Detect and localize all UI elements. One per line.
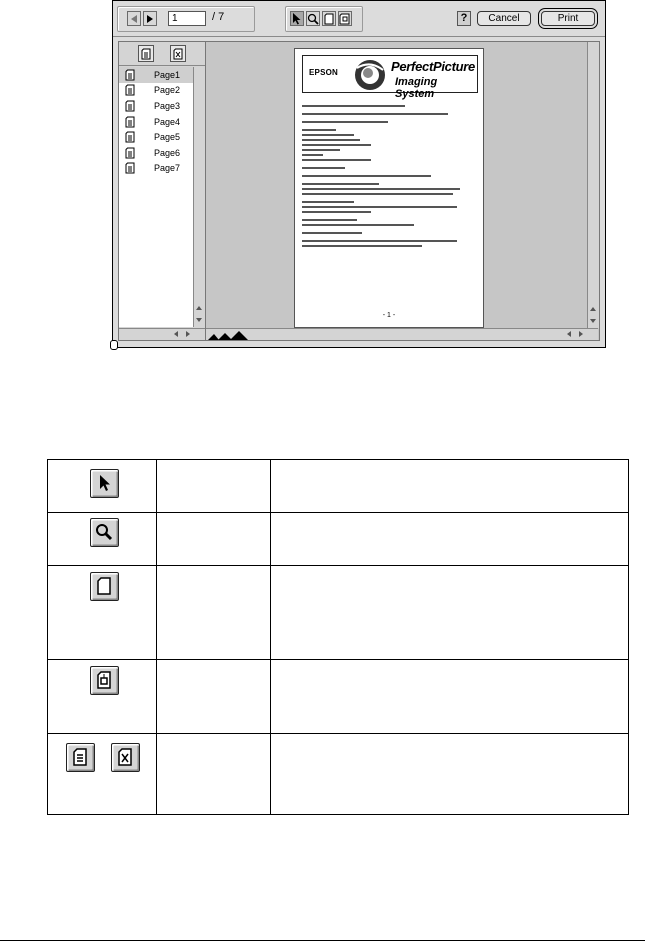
help-button[interactable]: ? <box>457 11 471 26</box>
arrow-pointer-icon <box>292 13 302 25</box>
add-page-illustration <box>66 743 95 772</box>
brand-label: EPSON <box>309 68 339 77</box>
text-line <box>302 188 460 190</box>
document-text-block <box>302 105 474 250</box>
page-icon <box>125 69 135 81</box>
text-line <box>302 105 405 107</box>
scroll-right-icon[interactable] <box>183 329 193 339</box>
text-line <box>302 232 362 234</box>
text-line <box>302 183 379 185</box>
page-icon <box>125 84 135 96</box>
scroll-up-icon[interactable] <box>588 304 598 314</box>
text-line <box>302 149 340 151</box>
page-icon <box>125 147 135 159</box>
table-row <box>48 734 629 815</box>
page-list-toolbar <box>119 42 205 66</box>
magnifier-icon <box>94 522 114 542</box>
page-list-vertical-scrollbar[interactable] <box>193 67 205 327</box>
text-line <box>302 144 371 146</box>
scroll-up-icon[interactable] <box>194 303 204 313</box>
window-resize-notch <box>110 340 118 350</box>
page-list-item[interactable] <box>119 98 193 114</box>
icon-name-cell <box>156 513 270 566</box>
remove-page-button[interactable] <box>170 45 186 62</box>
previous-page-button[interactable] <box>127 11 141 26</box>
icon-cell <box>48 566 157 660</box>
margin-tool-button[interactable] <box>322 11 336 26</box>
cancel-button[interactable]: Cancel <box>477 11 531 26</box>
icon-cell <box>48 513 157 566</box>
text-line <box>302 201 354 203</box>
text-line <box>302 224 414 226</box>
product-logo <box>302 55 478 100</box>
print-area-icon <box>339 13 351 25</box>
text-line <box>302 159 371 161</box>
page-total-label: / 7 <box>212 11 225 23</box>
globe-logo-icon <box>353 58 387 92</box>
logo-title: PerfectPicture <box>391 59 475 74</box>
blank-page-icon <box>324 13 334 25</box>
icon-name-cell <box>156 734 270 815</box>
icon-description-cell <box>270 460 628 513</box>
page-list-item[interactable] <box>119 114 193 130</box>
scroll-left-icon[interactable] <box>171 329 181 339</box>
print-area-icon <box>94 670 114 690</box>
icon-description-cell <box>270 660 628 734</box>
text-line <box>302 139 360 141</box>
page-list-label: Page2 <box>154 85 181 96</box>
zoom-tool-illustration <box>90 518 119 547</box>
icon-description-cell <box>270 566 628 660</box>
triangle-left-icon <box>130 15 138 23</box>
scroll-down-icon[interactable] <box>588 316 598 326</box>
table-row <box>48 460 629 513</box>
icon-description-cell <box>270 513 628 566</box>
page-list-item[interactable] <box>119 161 193 177</box>
page-icon <box>125 100 135 112</box>
blank-page-icon <box>94 576 114 596</box>
arrow-pointer-icon <box>94 473 114 493</box>
scroll-left-icon[interactable] <box>564 329 574 339</box>
text-line <box>302 240 457 242</box>
table-row <box>48 513 629 566</box>
page-list-label: Page5 <box>154 132 181 143</box>
page-list-panel <box>118 41 206 341</box>
preview-page <box>294 48 484 328</box>
icon-name-cell <box>156 660 270 734</box>
table-row <box>48 566 629 660</box>
add-page-icon <box>141 48 151 60</box>
icon-description-cell <box>270 734 628 815</box>
page-icon <box>125 162 135 174</box>
remove-page-icon <box>173 48 183 60</box>
icon-cell <box>48 460 157 513</box>
text-line <box>302 121 388 123</box>
arrow-tool-button[interactable] <box>290 11 304 26</box>
zoom-tool-button[interactable] <box>306 11 320 26</box>
logo-subtitle: Imaging System <box>395 76 438 100</box>
arrow-tool-illustration <box>90 469 119 498</box>
page-list <box>119 67 193 327</box>
toolbar <box>113 1 605 37</box>
icon-name-cell <box>156 566 270 660</box>
preview-vertical-scrollbar[interactable] <box>587 42 599 328</box>
add-page-button[interactable] <box>138 45 154 62</box>
icon-cell <box>48 660 157 734</box>
page-list-label: Page4 <box>154 116 181 127</box>
page-list-label: Page1 <box>154 69 181 80</box>
page-footer-rule <box>0 940 645 941</box>
print-button[interactable]: Print <box>541 11 595 26</box>
table-row <box>48 660 629 734</box>
text-line <box>302 175 431 177</box>
page-list-item[interactable] <box>119 145 193 161</box>
add-page-icon <box>70 747 90 767</box>
page-number-input[interactable]: 1 <box>168 11 206 26</box>
preview-horizontal-scrollbar[interactable] <box>206 328 598 340</box>
toolbar-icon-table <box>47 459 629 815</box>
next-page-button[interactable] <box>143 11 157 26</box>
page-list-horizontal-scrollbar[interactable] <box>119 328 205 340</box>
page-icon <box>125 116 135 128</box>
page-list-label: Page6 <box>154 147 181 158</box>
text-line <box>302 206 457 208</box>
page-list-label: Page3 <box>154 100 181 111</box>
print-area-tool-button[interactable] <box>338 11 352 26</box>
zoom-mountains-icon[interactable] <box>208 330 248 340</box>
text-line <box>302 154 323 156</box>
text-line <box>302 167 345 169</box>
scroll-right-icon[interactable] <box>576 329 586 339</box>
text-line <box>302 211 371 213</box>
print-preview-window <box>112 0 606 348</box>
triangle-right-icon <box>146 15 154 23</box>
text-line <box>302 193 453 195</box>
preview-pane <box>206 41 600 341</box>
page-list-item[interactable] <box>119 67 193 83</box>
page-list-item[interactable] <box>119 83 193 99</box>
print-area-tool-illustration <box>90 666 119 695</box>
page-list-label: Page7 <box>154 163 181 174</box>
remove-page-illustration <box>111 743 140 772</box>
preview-page-number: - 1 - <box>382 312 396 319</box>
remove-page-icon <box>115 747 135 767</box>
scroll-down-icon[interactable] <box>194 315 204 325</box>
text-line <box>302 129 336 131</box>
margin-tool-illustration <box>90 572 119 601</box>
text-line <box>302 134 354 136</box>
text-line <box>302 219 357 221</box>
page-list-item[interactable] <box>119 129 193 145</box>
text-line <box>302 113 448 115</box>
icon-name-cell <box>156 460 270 513</box>
text-line <box>302 245 422 247</box>
magnifier-icon <box>307 13 319 25</box>
icon-cell <box>48 734 157 815</box>
page-icon <box>125 131 135 143</box>
